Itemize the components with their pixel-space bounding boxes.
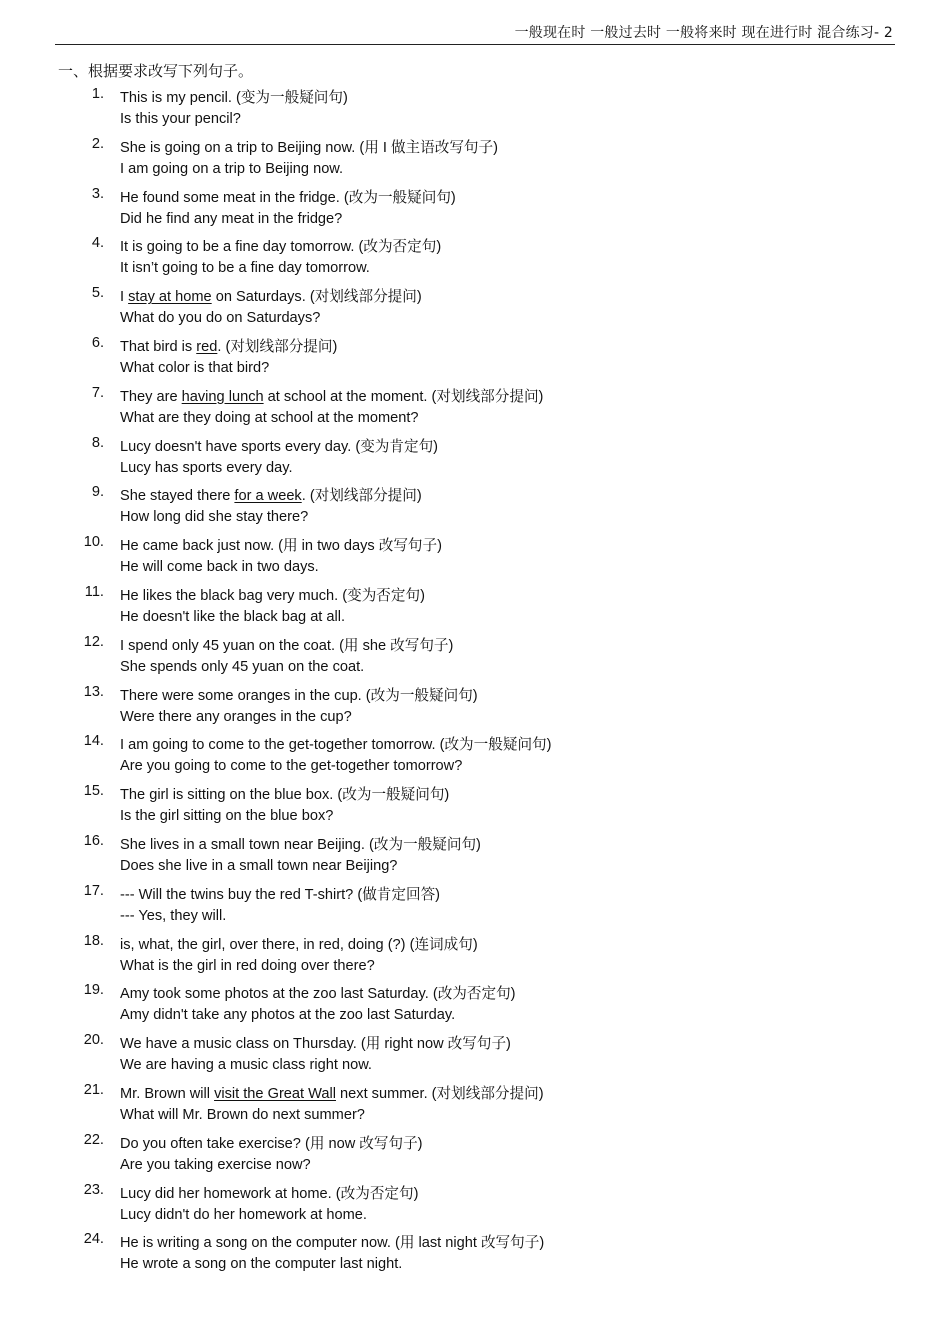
question-text [120, 484, 422, 505]
list-item [0, 84, 950, 134]
list-item [0, 233, 950, 283]
item-number: 23. [83, 1181, 104, 1198]
question-pre: Mr. Brown will [120, 1085, 215, 1102]
question-pre: I [120, 289, 129, 306]
item-number: 20. [83, 1032, 104, 1049]
answer-text: We are having a music class right now. [120, 1057, 372, 1074]
question-pre: It is going to be a fine day tomorrow. (改为否定句) [120, 239, 442, 256]
question-pre: Lucy did her homework at home. (改为否定句) [120, 1185, 419, 1202]
list-item [0, 1180, 950, 1230]
section-title: 一、根据要求改写下列句子。 [58, 62, 254, 80]
list-item [0, 1080, 950, 1130]
item-number: 8. [91, 434, 104, 451]
item-number: 5. [91, 285, 104, 302]
question-text [120, 933, 478, 954]
list-item [0, 632, 950, 682]
list-item [0, 283, 950, 333]
answer-text: I am going on a trip to Beijing now. [120, 160, 344, 177]
question-pre: is, what, the girl, over there, in red, doing (?) (连词成句) [120, 936, 478, 953]
answer-text: Are you going to come to the get-together tomorrow? [120, 758, 463, 775]
answer-text: Did he find any meat in the fridge? [120, 210, 343, 227]
answer-text: Is the girl sitting on the blue box? [120, 808, 334, 825]
question-text [120, 534, 442, 555]
item-number: 1. [91, 86, 104, 102]
question-pre: This is my pencil. (变为一般疑问句) [120, 90, 348, 106]
item-number: 2. [91, 135, 104, 152]
question-pre: He came back just now. (用 in two days 改写句子) [120, 538, 442, 555]
list-item [0, 1229, 950, 1279]
answer-text: He wrote a song on the computer last night. [120, 1256, 403, 1273]
question-text [120, 136, 498, 157]
list-item [0, 433, 950, 483]
question-pre: He found some meat in the fridge. (改为一般疑问句) [120, 189, 456, 206]
item-number: 15. [83, 783, 104, 800]
list-item [0, 931, 950, 981]
question-pre: They are [120, 388, 182, 405]
answer-text: What are they doing at school at the moment? [120, 409, 419, 426]
item-number: 24. [83, 1231, 104, 1248]
item-number: 9. [91, 484, 104, 501]
item-number: 3. [91, 185, 104, 202]
underlined-phrase: for a week [234, 488, 302, 505]
list-item [0, 482, 950, 532]
question-text [120, 1182, 418, 1203]
list-item [0, 1030, 950, 1080]
question-pre: Amy took some photos at the zoo last Saturday. (改为否定句) [120, 986, 516, 1003]
list-item [0, 532, 950, 582]
exercise-list [0, 84, 950, 1279]
answer-text: --- Yes, they will. [120, 907, 227, 924]
list-item [0, 582, 950, 632]
answer-text: What will Mr. Brown do next summer? [120, 1106, 365, 1123]
question-pre: She lives in a small town near Beijing. (改为一般疑问句) [120, 836, 481, 853]
question-text [120, 584, 425, 605]
underlined-phrase: red [196, 338, 218, 355]
question-pre: --- Will the twins buy the red T-shirt? (做肯定回答) [120, 886, 441, 903]
question-pre: The girl is sitting on the blue box. (改为一般疑问句) [120, 787, 450, 804]
answer-text: How long did she stay there? [120, 509, 309, 526]
question-post: next summer. (对划线部分提问) [335, 1085, 544, 1102]
list-item [0, 731, 950, 781]
question-pre: He is writing a song on the computer now. (用 last night 改写句子) [120, 1235, 545, 1252]
answer-text: It isn’t going to be a fine day tomorrow. [120, 260, 370, 277]
answer-text: Are you taking exercise now? [120, 1156, 311, 1173]
question-pre: I am going to come to the get-together tomorrow. (改为一般疑问句) [120, 737, 552, 754]
item-number: 17. [83, 882, 104, 899]
question-text [120, 1082, 544, 1103]
answer-text: He doesn't like the black bag at all. [120, 608, 346, 625]
question-text [120, 285, 422, 306]
question-text [120, 733, 552, 754]
question-pre: That bird is [120, 338, 197, 355]
answer-text: Were there any oranges in the cup? [120, 708, 352, 725]
item-number: 13. [83, 683, 104, 700]
question-pre: He likes the black bag very much. (变为否定句) [120, 587, 425, 604]
question-post: on Saturdays. (对划线部分提问) [211, 289, 422, 306]
item-number: 11. [84, 583, 104, 600]
question-text [120, 86, 348, 107]
list-item [0, 831, 950, 881]
question-post: . (对划线部分提问) [301, 488, 422, 505]
list-item [0, 383, 950, 433]
answer-text: Is this your pencil? [120, 111, 241, 127]
list-item [0, 1130, 950, 1180]
answer-text: Does she live in a small town near Beijing? [120, 857, 398, 874]
answer-text: What do you do on Saturdays? [120, 310, 321, 327]
item-number: 12. [83, 633, 104, 650]
item-number: 16. [83, 832, 104, 849]
answer-text: Lucy has sports every day. [120, 459, 293, 476]
list-item [0, 980, 950, 1030]
underlined-phrase: having lunch [181, 388, 264, 405]
question-text [120, 1032, 511, 1053]
item-number: 10. [83, 534, 104, 551]
page-header [55, 18, 895, 45]
list-item [0, 333, 950, 383]
answer-text: He will come back in two days. [120, 559, 319, 576]
question-text [120, 385, 543, 406]
question-text [120, 186, 456, 207]
question-text [120, 684, 478, 705]
underlined-phrase: visit the Great Wall [214, 1085, 336, 1102]
answer-text: She spends only 45 yuan on the coat. [120, 658, 365, 675]
question-pre: She is going on a trip to Beijing now. (用 I 做主语改写句子) [120, 139, 498, 156]
item-number: 4. [91, 235, 104, 252]
item-number: 22. [83, 1131, 104, 1148]
question-pre: I spend only 45 yuan on the coat. (用 she 改写句子) [120, 637, 454, 654]
list-item [0, 881, 950, 931]
answer-text: Amy didn't take any photos at the zoo last Saturday. [120, 1007, 456, 1024]
item-number: 7. [91, 384, 104, 401]
list-item [0, 781, 950, 831]
question-pre: We have a music class on Thursday. (用 right now 改写句子) [120, 1036, 511, 1053]
item-number: 19. [83, 982, 104, 999]
question-pre: There were some oranges in the cup. (改为一般疑问句) [120, 687, 478, 704]
question-text [120, 235, 441, 256]
answer-text: What is the girl in red doing over there? [120, 957, 375, 974]
header-title: 一般现在时 一般过去时 一般将来时 现在进行时 混合练习- 2 [514, 25, 893, 41]
question-pre: Do you often take exercise? (用 now 改写句子) [120, 1135, 423, 1152]
question-text [120, 435, 438, 456]
question-text [120, 1231, 544, 1252]
item-number: 21. [83, 1081, 104, 1098]
list-item [0, 682, 950, 732]
question-text [120, 833, 481, 854]
question-post: . (对划线部分提问) [217, 338, 338, 355]
question-text [120, 982, 516, 1003]
item-number: 14. [83, 733, 104, 750]
question-text [120, 883, 440, 904]
item-number: 6. [91, 334, 104, 351]
underlined-phrase: stay at home [128, 289, 212, 306]
answer-text: Lucy didn't do her homework at home. [120, 1206, 367, 1223]
question-text [120, 634, 453, 655]
question-text [120, 335, 337, 356]
answer-text: What color is that bird? [120, 359, 270, 376]
question-text [120, 783, 449, 804]
item-number: 18. [83, 932, 104, 949]
question-pre: She stayed there [120, 488, 235, 505]
list-item [0, 184, 950, 234]
question-text [120, 1132, 423, 1153]
question-pre: Lucy doesn't have sports every day. (变为肯定句) [120, 438, 439, 455]
list-item [0, 134, 950, 184]
question-post: at school at the moment. (对划线部分提问) [263, 388, 544, 405]
